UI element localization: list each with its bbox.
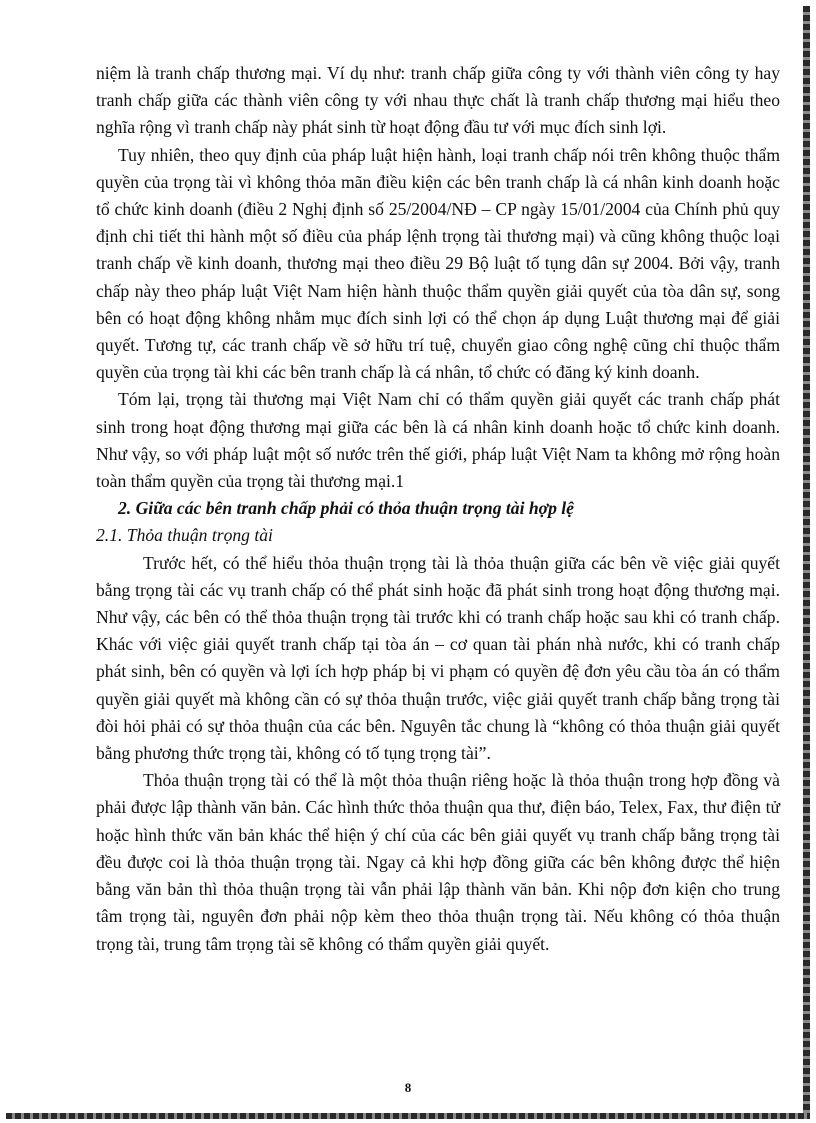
page-border-bottom [6, 1113, 810, 1119]
section-heading: 2. Giữa các bên tranh chấp phải có thỏa thuận trọng tài hợp lệ [118, 498, 574, 519]
body-text [96, 60, 780, 958]
paragraph-agreement-form: Thỏa thuận trọng tài có thể là một thỏa thuận riêng hoặc là thỏa thuận trong hợp đồng và phải được lập thành văn bản. Các hình thức thỏa thuận qua thư, điện báo, Telex, Fax, thư điện tử hoặc hình thức văn bản khác thể hiện ý chí của các bên giải quyết vụ tranh chấp bằng trọng tài đều được coi là thỏa thuận trọng tài. Ngay cả khi hợp đồng giữa các bên không được thể hiện bằng văn bản thì thỏa thuận trọng tài vẫn phải lập thành văn bản. Khi nộp đơn kiện cho trung tâm trọng tài, nguyên đơn phải nộp kèm theo thỏa thuận trọng tài. Nếu không có thỏa thuận trọng tài, trung tâm trọng tài sẽ không có thẩm quyền giải quyết. [96, 770, 780, 954]
page-border-right [803, 6, 810, 1118]
paragraph-agreement-definition: Trước hết, có thể hiểu thỏa thuận trọng tài là thỏa thuận giữa các bên về việc giải quyết bằng trọng tài các vụ tranh chấp có thể phát sinh hoặc đã phát sinh trong hoạt động thương mại. Như vậy, các bên có thể thỏa thuận trọng tài trước khi có tranh chấp hoặc sau khi có tranh chấp. Khác với việc giải quyết tranh chấp tại tòa án – cơ quan tài phán nhà nước, khi có tranh chấp phát sinh, bên có quyền và lợi ích hợp pháp bị vi phạm có quyền đệ đơn yêu cầu tòa án có thẩm quyền giải quyết mà không cần có sự thỏa thuận trước, việc giải quyết tranh chấp bằng trọng tài đòi hỏi phải có sự thỏa thuận của các bên. Nguyên tắc chung là “không có thỏa thuận giải quyết bằng phương thức trọng tài, không có tố tụng trọng tài”. [96, 552, 780, 764]
paragraph-continuation: niệm là tranh chấp thương mại. Ví dụ như: tranh chấp giữa công ty với thành viên công ty hay tranh chấp giữa các thành viên công ty với nhau thực chất là tranh chấp thương mại hiểu theo nghĩa rộng vì tranh chấp này phát sinh từ hoạt động đầu tư với mục đích sinh lợi. [96, 63, 780, 138]
page-number: 8 [404, 1080, 412, 1095]
paragraph-summary: Tóm lại, trọng tài thương mại Việt Nam chỉ có thẩm quyền giải quyết các tranh chấp phát sinh trong hoạt động thương mại giữa các bên là cá nhân kinh doanh hoặc tổ chức kinh doanh. Như vậy, so với pháp luật một số nước trên thế giới, pháp luật Việt Nam ta không mở rộng hoàn toàn thẩm quyền của trọng tài thương mại.1 [96, 389, 780, 492]
subsection-heading: 2.1. Thỏa thuận trọng tài [96, 525, 273, 546]
paragraph-jurisdiction: Tuy nhiên, theo quy định của pháp luật hiện hành, loại tranh chấp nói trên không thuộc thẩm quyền của trọng tài vì không thỏa mãn điều kiện các bên tranh chấp là cá nhân kinh doanh hoặc tổ chức kinh doanh (điều 2 Nghị định số 25/2004/NĐ – CP ngày 15/01/2004 của Chính phủ quy định chi tiết thi hành một số điều của pháp lệnh trọng tài thương mại) và cũng không thuộc loại tranh chấp về kinh doanh, thương mại theo điều 29 Bộ luật tố tụng dân sự 2004. Bởi vậy, tranh chấp này theo pháp luật Việt Nam hiện hành thuộc thẩm quyền giải quyết của tòa dân sự, song bên có hoạt động không nhằm mục đích sinh lợi có thể chọn áp dụng Luật thương mại để giải quyết. Tương tự, các tranh chấp về sở hữu trí tuệ, chuyển giao công nghệ cũng chỉ thuộc thẩm quyền của trọng tài khi các bên tranh chấp là cá nhân, tổ chức có đăng ký kinh doanh. [96, 144, 780, 383]
